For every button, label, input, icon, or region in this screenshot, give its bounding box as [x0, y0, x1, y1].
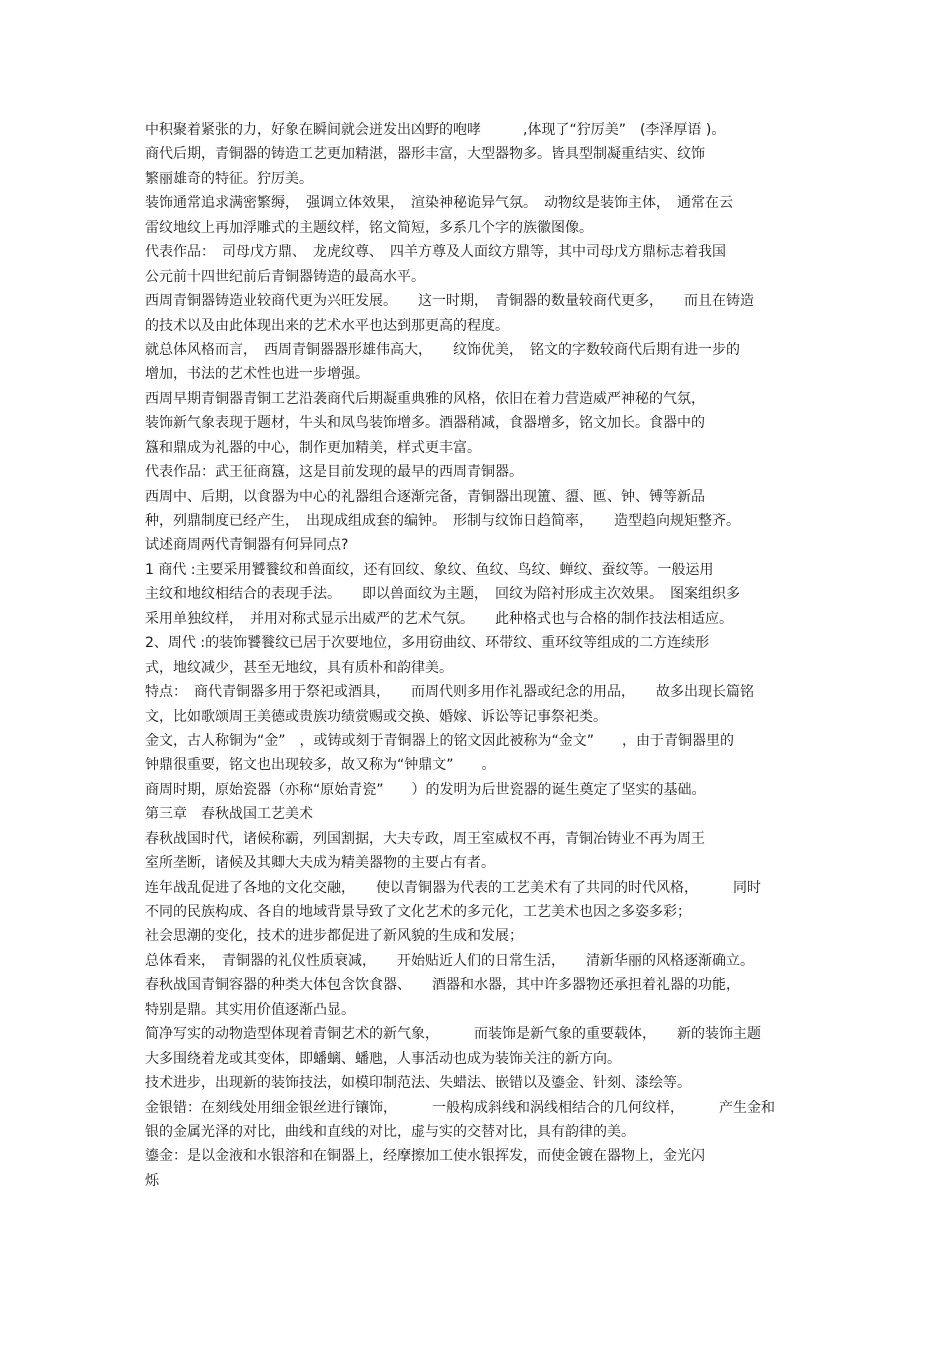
text-line: 大多围绕着龙或其变体，即蟠螭、蟠虺，人事活动也成为装饰关注的新方向。	[145, 1050, 621, 1067]
text-line: 特别是鼎。其实用价值逐渐凸显。	[145, 1001, 355, 1018]
text-line: 主纹和地纹相结合的表现手法。 即以兽面纹为主题， 回纹为陪衬形成主次效果。 图案组织多	[145, 586, 740, 603]
text-line: 商代后期，青铜器的铸造工艺更加精湛，器形丰富，大型器物多。皆具型制凝重结实、纹饰	[145, 146, 705, 163]
text-line: 繁丽雄奇的特征。狞厉美。	[145, 170, 313, 187]
text-line: 种，列鼎制度已经产生， 出现成组成套的编钟。 形制与纹饰日趋简率， 造型趋向规矩整齐。	[145, 513, 740, 529]
text-line: 1 商代 :主要采用饕餮纹和兽面纹，还有回纹、象纹、鱼纹、鸟纹、蝉纹、蚕纹等。一般运用	[145, 561, 714, 578]
text-line: 连年战乱促进了各地的文化交融， 使以青铜器为代表的工艺美术有了共同的时代风格， 同时	[145, 879, 761, 896]
chapter-heading: 第三章 春秋战国工艺美术	[145, 806, 313, 823]
text-line: 春秋战国青铜容器的种类大体包含饮食器、 酒器和水器，其中许多器物还承担着礼器的功能，	[145, 977, 740, 994]
text-line: 雷纹地纹上再加浮雕式的主题纹样，铭文简短，多系几个字的族徽图像。	[145, 219, 593, 236]
text-line: 总体看来， 青铜器的礼仪性质衰减， 开始贴近人们的日常生活， 清新华丽的风格逐渐确立。	[145, 952, 754, 969]
text-line: 金银错：在刻线处用细金银丝进行镶饰， 一般构成斜线和涡线相结合的几何纹样， 产生金和	[145, 1099, 775, 1116]
text-line: 社会思潮的变化，技术的进步都促进了新风貌的生成和发展；	[145, 928, 523, 945]
text-line: 西周中、后期，以食器为中心的礼器组合逐渐完备，青铜器出现簠、盨、匜、钟、镈等新品	[145, 488, 705, 505]
text-line: 烁	[145, 1172, 159, 1189]
text-line: 西周早期青铜器青铜工艺沿袭商代后期凝重典雅的风格，依旧在着力营造威严神秘的气氛，	[145, 390, 705, 407]
text-line: 式，地纹减少，甚至无地纹，具有质朴和韵律美。	[145, 659, 453, 676]
text-line: 简净写实的动物造型体现着青铜艺术的新气象， 而装饰是新气象的重要载体， 新的装饰主题	[145, 1026, 761, 1043]
text-line: 文，比如歌颂周王美德或贵族功绩赏赐或交换、婚嫁、诉讼等记事祭祀类。	[145, 708, 607, 725]
text-line: 西周青铜器铸造业较商代更为兴旺发展。 这一时期， 青铜器的数量较商代更多， 而且在铸造	[145, 293, 754, 310]
text-line: 特点： 商代青铜器多用于祭祀或酒具， 而周代则多用作礼器或纪念的用品， 故多出现长篇铭	[145, 684, 754, 701]
text-line: 鎏金：是以金液和水银溶和在铜器上，经摩擦加工使水银挥发，而使金镀在器物上，金光闪	[145, 1148, 705, 1165]
text-line: 采用单独纹样， 并用对称式显示出威严的艺术气氛。 此种格式也与合格的制作技法相适应。	[145, 610, 733, 627]
text-line: 公元前十四世纪前后青铜器铸造的最高水平。	[145, 268, 425, 285]
text-line: 商周时期，原始瓷器（亦称“原始青瓷” ）的发明为后世瓷器的诞生奠定了坚实的基础。	[145, 781, 706, 798]
text-line: 春秋战国时代，诸候称霸，列国割据，大夫专政，周王室威权不再，青铜冶铸业不再为周王	[145, 830, 705, 847]
text-line: 2、周代 :的装饰饕餮纹已居于次要地位，多用窃曲纹、环带纹、重环纹等组成的二方连续形	[145, 635, 710, 652]
text-line: 不同的民族构成、各自的地域背景导致了文化艺术的多元化，工艺美术也因之多姿多彩；	[145, 904, 691, 920]
text-line: 代表作品：武王征商簋，这是目前发现的最早的西周青铜器。	[145, 464, 523, 481]
text-line: 中积聚着紧张的力，好象在瞬间就会迸发出凶野的咆哮 ,体现了“狞厉美” (李泽厚语 )。	[145, 122, 726, 138]
text-line: 增加，书法的艺术性也进一步增强。	[145, 366, 369, 383]
text-line: 的技术以及由此体现出来的艺术水平也达到那更高的程度。	[145, 317, 509, 334]
document-body	[145, 118, 810, 1193]
text-line: 银的金属光泽的对比，曲线和直线的对比，虚与实的交替对比，具有韵律的美。	[145, 1123, 635, 1140]
text-line: 就总体风格而言， 西周青铜器器形雄伟高大， 纹饰优美， 铭文的字数较商代后期有进一步的	[145, 341, 740, 358]
text-line: 簋和鼎成为礼器的中心，制作更加精美，样式更丰富。	[145, 439, 481, 456]
section-question: 试述商周两代青铜器有何异同点?	[145, 537, 349, 554]
text-line: 钟鼎很重要，铭文也出现较多，故又称为“钟鼎文” 。	[145, 757, 496, 774]
text-line: 装饰新气象表现于题材，牛头和凤鸟装饰增多。酒器稍减，食器增多，铭文加长。食器中的	[145, 415, 705, 432]
text-line: 技术进步，出现新的装饰技法，如模印制范法、失蜡法、嵌错以及鎏金、针刻、漆绘等。	[145, 1075, 691, 1092]
text-line: 金文，古人称铜为“金” ，或铸或刻于青铜器上的铭文因此被称为“金文” ，由于青铜器里的	[145, 732, 735, 749]
text-line: 代表作品： 司母戊方鼎、 龙虎纹尊、 四羊方尊及人面纹方鼎等，其中司母戊方鼎标志着我国	[145, 244, 726, 261]
text-line: 装饰通常追求满密繁缛， 强调立体效果， 渲染神秘诡异气氛。 动物纹是装饰主体， 通常在云	[145, 195, 733, 212]
text-line: 室所垄断，诸候及其卿大夫成为精美器物的主要占有者。	[145, 855, 495, 872]
